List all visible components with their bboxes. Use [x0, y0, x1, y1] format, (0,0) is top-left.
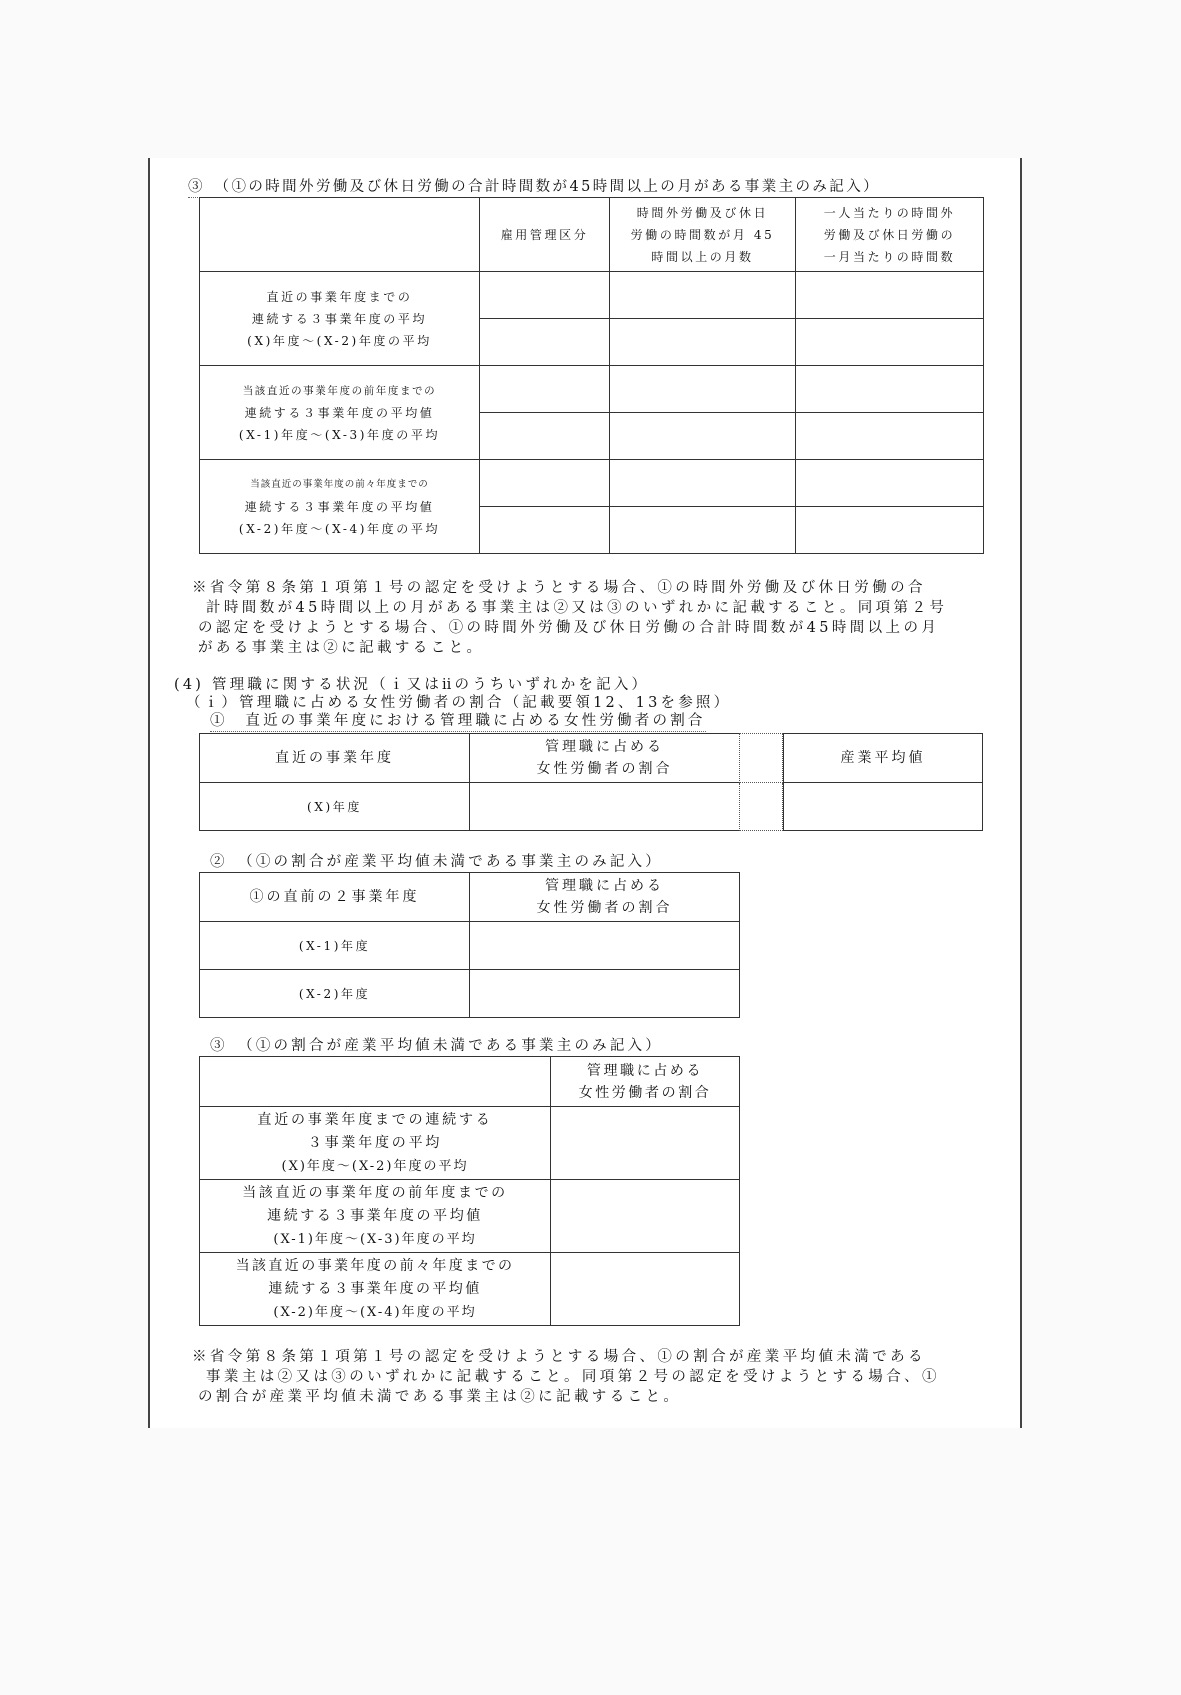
label-line: 直近の事業年度までの — [266, 289, 413, 304]
row-label-avg-3 — [200, 1253, 551, 1326]
header-months-over-45h — [610, 198, 796, 272]
row-label-avg-1 — [200, 1107, 551, 1180]
table-row — [200, 1180, 740, 1253]
input-cell[interactable] — [610, 507, 796, 554]
header-line: 一人当たりの時間外 — [823, 205, 956, 220]
input-cell[interactable] — [610, 319, 796, 366]
row-label-group-1 — [200, 272, 480, 366]
label-line: 連続する３事業年度の平均値 — [267, 1207, 483, 1224]
input-cell[interactable] — [470, 783, 740, 831]
table-row — [200, 970, 740, 1018]
table-header-row — [200, 873, 740, 922]
note-line: 計時間数が45時間以上の月がある事業主は②又は③のいずれかに記載すること。同項第２号 — [206, 600, 948, 616]
table-row — [200, 1253, 740, 1326]
input-cell[interactable] — [551, 1253, 740, 1326]
input-cell[interactable] — [784, 783, 983, 831]
section-4-heading: (4) 管理職に関する状況（ｉ又はⅱのうちいずれかを記入） — [174, 677, 650, 693]
note-line: の認定を受けようとする場合、①の時間外労働及び休日労働の合計時間数が45時間以上の月 — [198, 620, 940, 636]
input-cell[interactable] — [480, 366, 610, 413]
input-cell[interactable] — [551, 1107, 740, 1180]
header-line: 女性労働者の割合 — [578, 1084, 712, 1101]
label-line: 当該直近の事業年度の前々年度までの — [250, 478, 429, 490]
table-row — [200, 1107, 740, 1180]
row-label-x-year: (X)年度 — [200, 783, 470, 831]
row-label-x-1-year: (X-1)年度 — [200, 922, 470, 970]
header-blank — [200, 1057, 551, 1107]
label-line: 当該直近の事業年度の前年度までの — [242, 384, 437, 397]
label-line: 直近の事業年度までの連続する — [257, 1111, 493, 1128]
input-cell[interactable] — [480, 272, 610, 319]
spacer-column — [739, 733, 783, 831]
item-2-heading: ② （①の割合が産業平均値未満である事業主のみ記入） — [210, 852, 663, 873]
input-cell[interactable] — [480, 319, 610, 366]
header-line: 時間外労働及び休日 — [636, 205, 769, 220]
header-female-manager-ratio — [470, 873, 740, 922]
header-line: 管理職に占める — [586, 1062, 704, 1079]
input-cell[interactable] — [796, 272, 984, 319]
label-line: (X-1)年度～(X-3)年度の平均 — [238, 427, 441, 442]
table-row — [200, 272, 984, 319]
input-cell[interactable] — [480, 507, 610, 554]
label-line: (X)年度～(X-2)年度の平均 — [247, 333, 432, 348]
header-prior-two-years: ①の直前の２事業年度 — [200, 873, 470, 922]
row-label-group-3 — [200, 460, 480, 554]
row-label-avg-2 — [200, 1180, 551, 1253]
table-row — [200, 922, 740, 970]
header-line: 一月当たりの時間数 — [823, 249, 956, 264]
table-header-row — [200, 734, 740, 783]
note-line: 事業主は②又は③のいずれかに記載すること。同項第２号の認定を受けようとする場合、① — [206, 1369, 940, 1385]
input-cell[interactable] — [610, 272, 796, 319]
label-line: 当該直近の事業年度の前年度までの — [242, 1184, 508, 1201]
header-line: 女性労働者の割合 — [536, 761, 673, 777]
header-female-manager-ratio — [470, 734, 740, 783]
item-3-heading: ③ （①の割合が産業平均値未満である事業主のみ記入） — [210, 1036, 663, 1057]
overtime-table-heading: ③ （①の時間外労働及び休日労働の合計時間数が45時間以上の月がある事業主のみ記入） — [188, 177, 880, 198]
manager-ratio-average-table — [199, 1056, 740, 1326]
manager-ratio-note — [192, 1347, 940, 1407]
input-cell[interactable] — [551, 1180, 740, 1253]
input-cell[interactable] — [796, 507, 984, 554]
input-cell[interactable] — [796, 319, 984, 366]
header-latest-fiscal-year: 直近の事業年度 — [200, 734, 470, 783]
spacer-cell — [740, 734, 783, 783]
header-employment-category: 雇用管理区分 — [480, 198, 610, 272]
header-industry-average: 産業平均値 — [784, 734, 983, 783]
table-header-row — [200, 198, 984, 272]
input-cell[interactable] — [480, 460, 610, 507]
input-cell[interactable] — [480, 413, 610, 460]
spacer-cell — [740, 783, 783, 831]
overtime-table — [199, 197, 984, 554]
label-line: (X)年度～(X-2)年度の平均 — [281, 1158, 469, 1174]
manager-ratio-latest-table — [199, 733, 740, 831]
row-label-group-2 — [200, 366, 480, 460]
note-line: の割合が産業平均値未満である事業主は②に記載すること。 — [198, 1389, 682, 1405]
table-row — [200, 366, 984, 413]
note-line: ※省令第８条第１項第１号の認定を受けようとする場合、①の時間外労働及び休日労働の合 — [192, 580, 926, 596]
label-line: (X-1)年度～(X-3)年度の平均 — [273, 1231, 477, 1247]
item-1-heading: ① 直近の事業年度における管理職に占める女性労働者の割合 — [210, 711, 706, 732]
label-line: 当該直近の事業年度の前々年度までの — [235, 1257, 515, 1274]
label-line: (X-2)年度～(X-4)年度の平均 — [238, 521, 441, 536]
table-header-row — [200, 1057, 740, 1107]
input-cell[interactable] — [610, 413, 796, 460]
header-blank — [200, 198, 480, 272]
input-cell[interactable] — [610, 366, 796, 413]
header-line: 時間以上の月数 — [651, 249, 754, 264]
note-line: がある事業主は②に記載すること。 — [198, 640, 485, 656]
input-cell[interactable] — [610, 460, 796, 507]
manager-ratio-prior-years-table — [199, 872, 740, 1018]
table-row — [200, 460, 984, 507]
header-female-manager-ratio — [551, 1057, 740, 1107]
input-cell[interactable] — [470, 922, 740, 970]
row-label-x-2-year: (X-2)年度 — [200, 970, 470, 1018]
input-cell[interactable] — [796, 366, 984, 413]
note-line: ※省令第８条第１項第１号の認定を受けようとする場合、①の割合が産業平均値未満である — [192, 1349, 926, 1365]
header-line: 管理職に占める — [545, 878, 664, 894]
industry-average-table — [783, 733, 983, 831]
label-line: ３事業年度の平均 — [307, 1134, 443, 1151]
overtime-note — [192, 578, 947, 658]
table-row — [200, 783, 740, 831]
header-line: 女性労働者の割合 — [536, 900, 673, 916]
label-line: 連続する３事業年度の平均値 — [268, 1280, 482, 1297]
label-line: 連続する３事業年度の平均値 — [244, 499, 435, 514]
header-line: 管理職に占める — [545, 739, 664, 755]
label-line: (X-2)年度～(X-4)年度の平均 — [273, 1304, 477, 1320]
input-cell[interactable] — [470, 970, 740, 1018]
header-line: 労働及び休日労働の — [823, 227, 956, 242]
input-cell[interactable] — [796, 460, 984, 507]
label-line: 連続する３事業年度の平均 — [251, 311, 428, 326]
section-4-i-heading: （ｉ）管理職に占める女性労働者の割合（記載要領12、13を参照） — [186, 695, 732, 711]
header-hours-per-person — [796, 198, 984, 272]
header-line: 労働の時間数が月 45 — [630, 227, 775, 242]
input-cell[interactable] — [796, 413, 984, 460]
label-line: 連続する３事業年度の平均値 — [244, 405, 435, 420]
